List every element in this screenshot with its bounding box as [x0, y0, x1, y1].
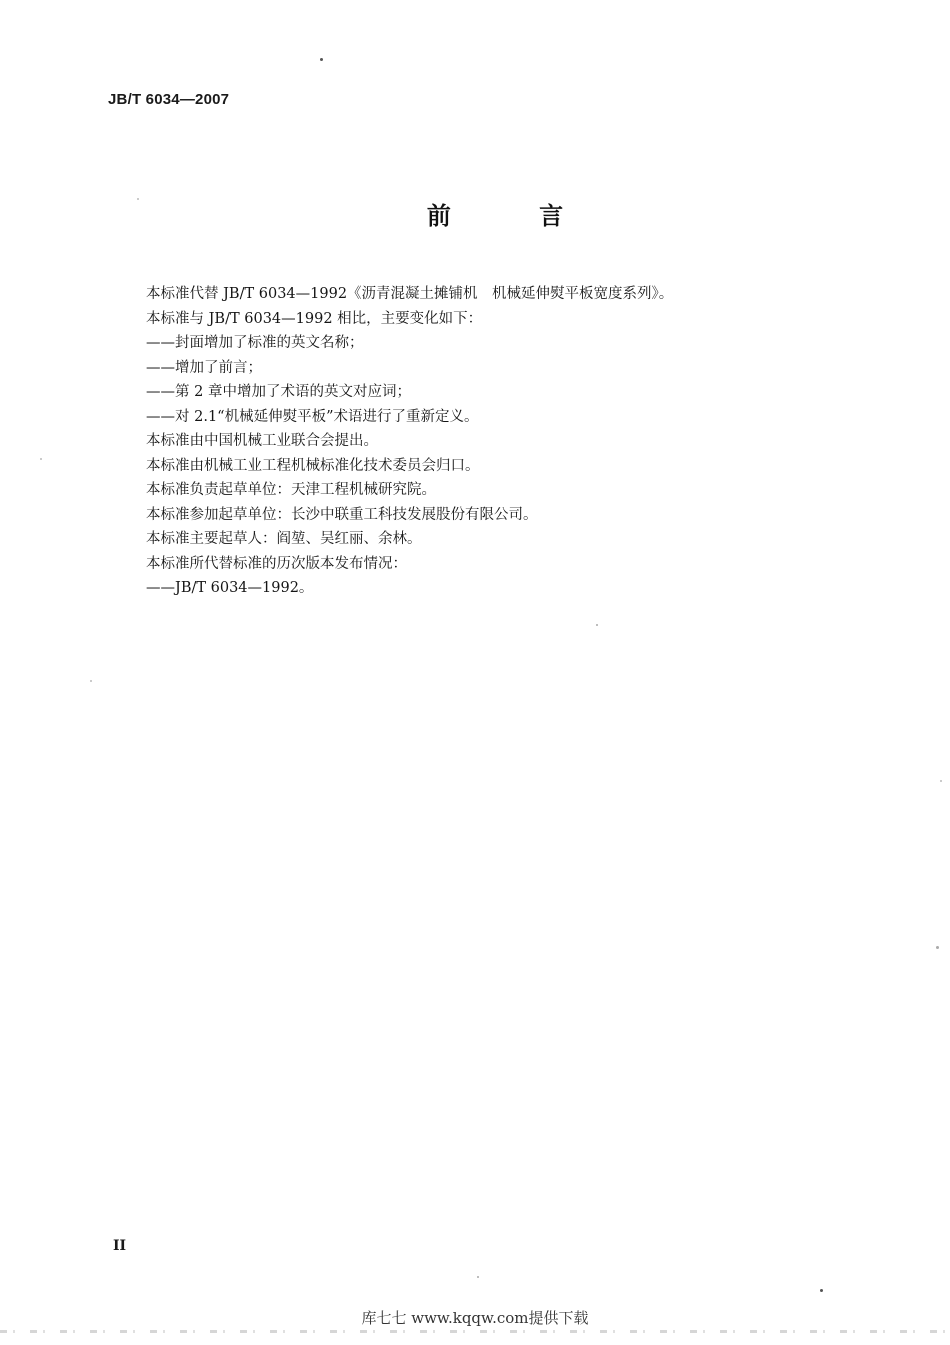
scan-noise-strip — [0, 1330, 950, 1333]
watermark-link[interactable]: 库七七 www.kqqw.com提供下载 — [361, 1309, 589, 1327]
paragraph: ——封面增加了标准的英文名称； — [146, 335, 364, 351]
scan-speck — [90, 680, 92, 682]
paragraph: 本标准所代替标准的历次版本发布情况： — [146, 555, 407, 572]
paragraph: ——对 2.1“机械延伸熨平板”术语进行了重新定义。 — [146, 408, 479, 425]
paragraph: 本标准与 JB/T 6034—1992 相比，主要变化如下： — [146, 310, 483, 327]
page-number: II — [113, 1238, 127, 1254]
paragraph: ——JB/T 6034—1992。 — [146, 580, 314, 596]
scan-speck — [40, 458, 42, 460]
scan-speck — [940, 780, 942, 782]
paragraph: 本标准由中国机械工业联合会提出。 — [146, 433, 378, 449]
paragraph: 本标准参加起草单位：长沙中联重工科技发展股份有限公司。 — [146, 506, 538, 523]
paragraph: 本标准负责起草单位：天津工程机械研究院。 — [146, 482, 436, 498]
scan-speck — [936, 946, 939, 949]
standard-code: JB/T 6034—2007 — [108, 91, 230, 108]
paragraph: 本标准主要起草人：阎堃、吴红丽、余林。 — [146, 531, 422, 547]
scan-speck — [137, 198, 139, 200]
paragraph: 本标准由机械工业工程机械标准化技术委员会归口。 — [146, 457, 480, 474]
scan-speck — [820, 1289, 823, 1292]
foreword-body — [146, 282, 846, 601]
scan-speck — [596, 624, 598, 626]
paragraph: ——第 2 章中增加了术语的英文对应词； — [146, 384, 411, 400]
scan-speck — [320, 58, 323, 61]
paragraph: 本标准代替 JB/T 6034—1992《沥青混凝土摊铺机 机械延伸熨平板宽度系列》。 — [146, 286, 674, 302]
paragraph: ——增加了前言； — [146, 359, 262, 376]
scan-speck — [477, 1276, 479, 1278]
page-title: 前 言 — [426, 202, 604, 230]
